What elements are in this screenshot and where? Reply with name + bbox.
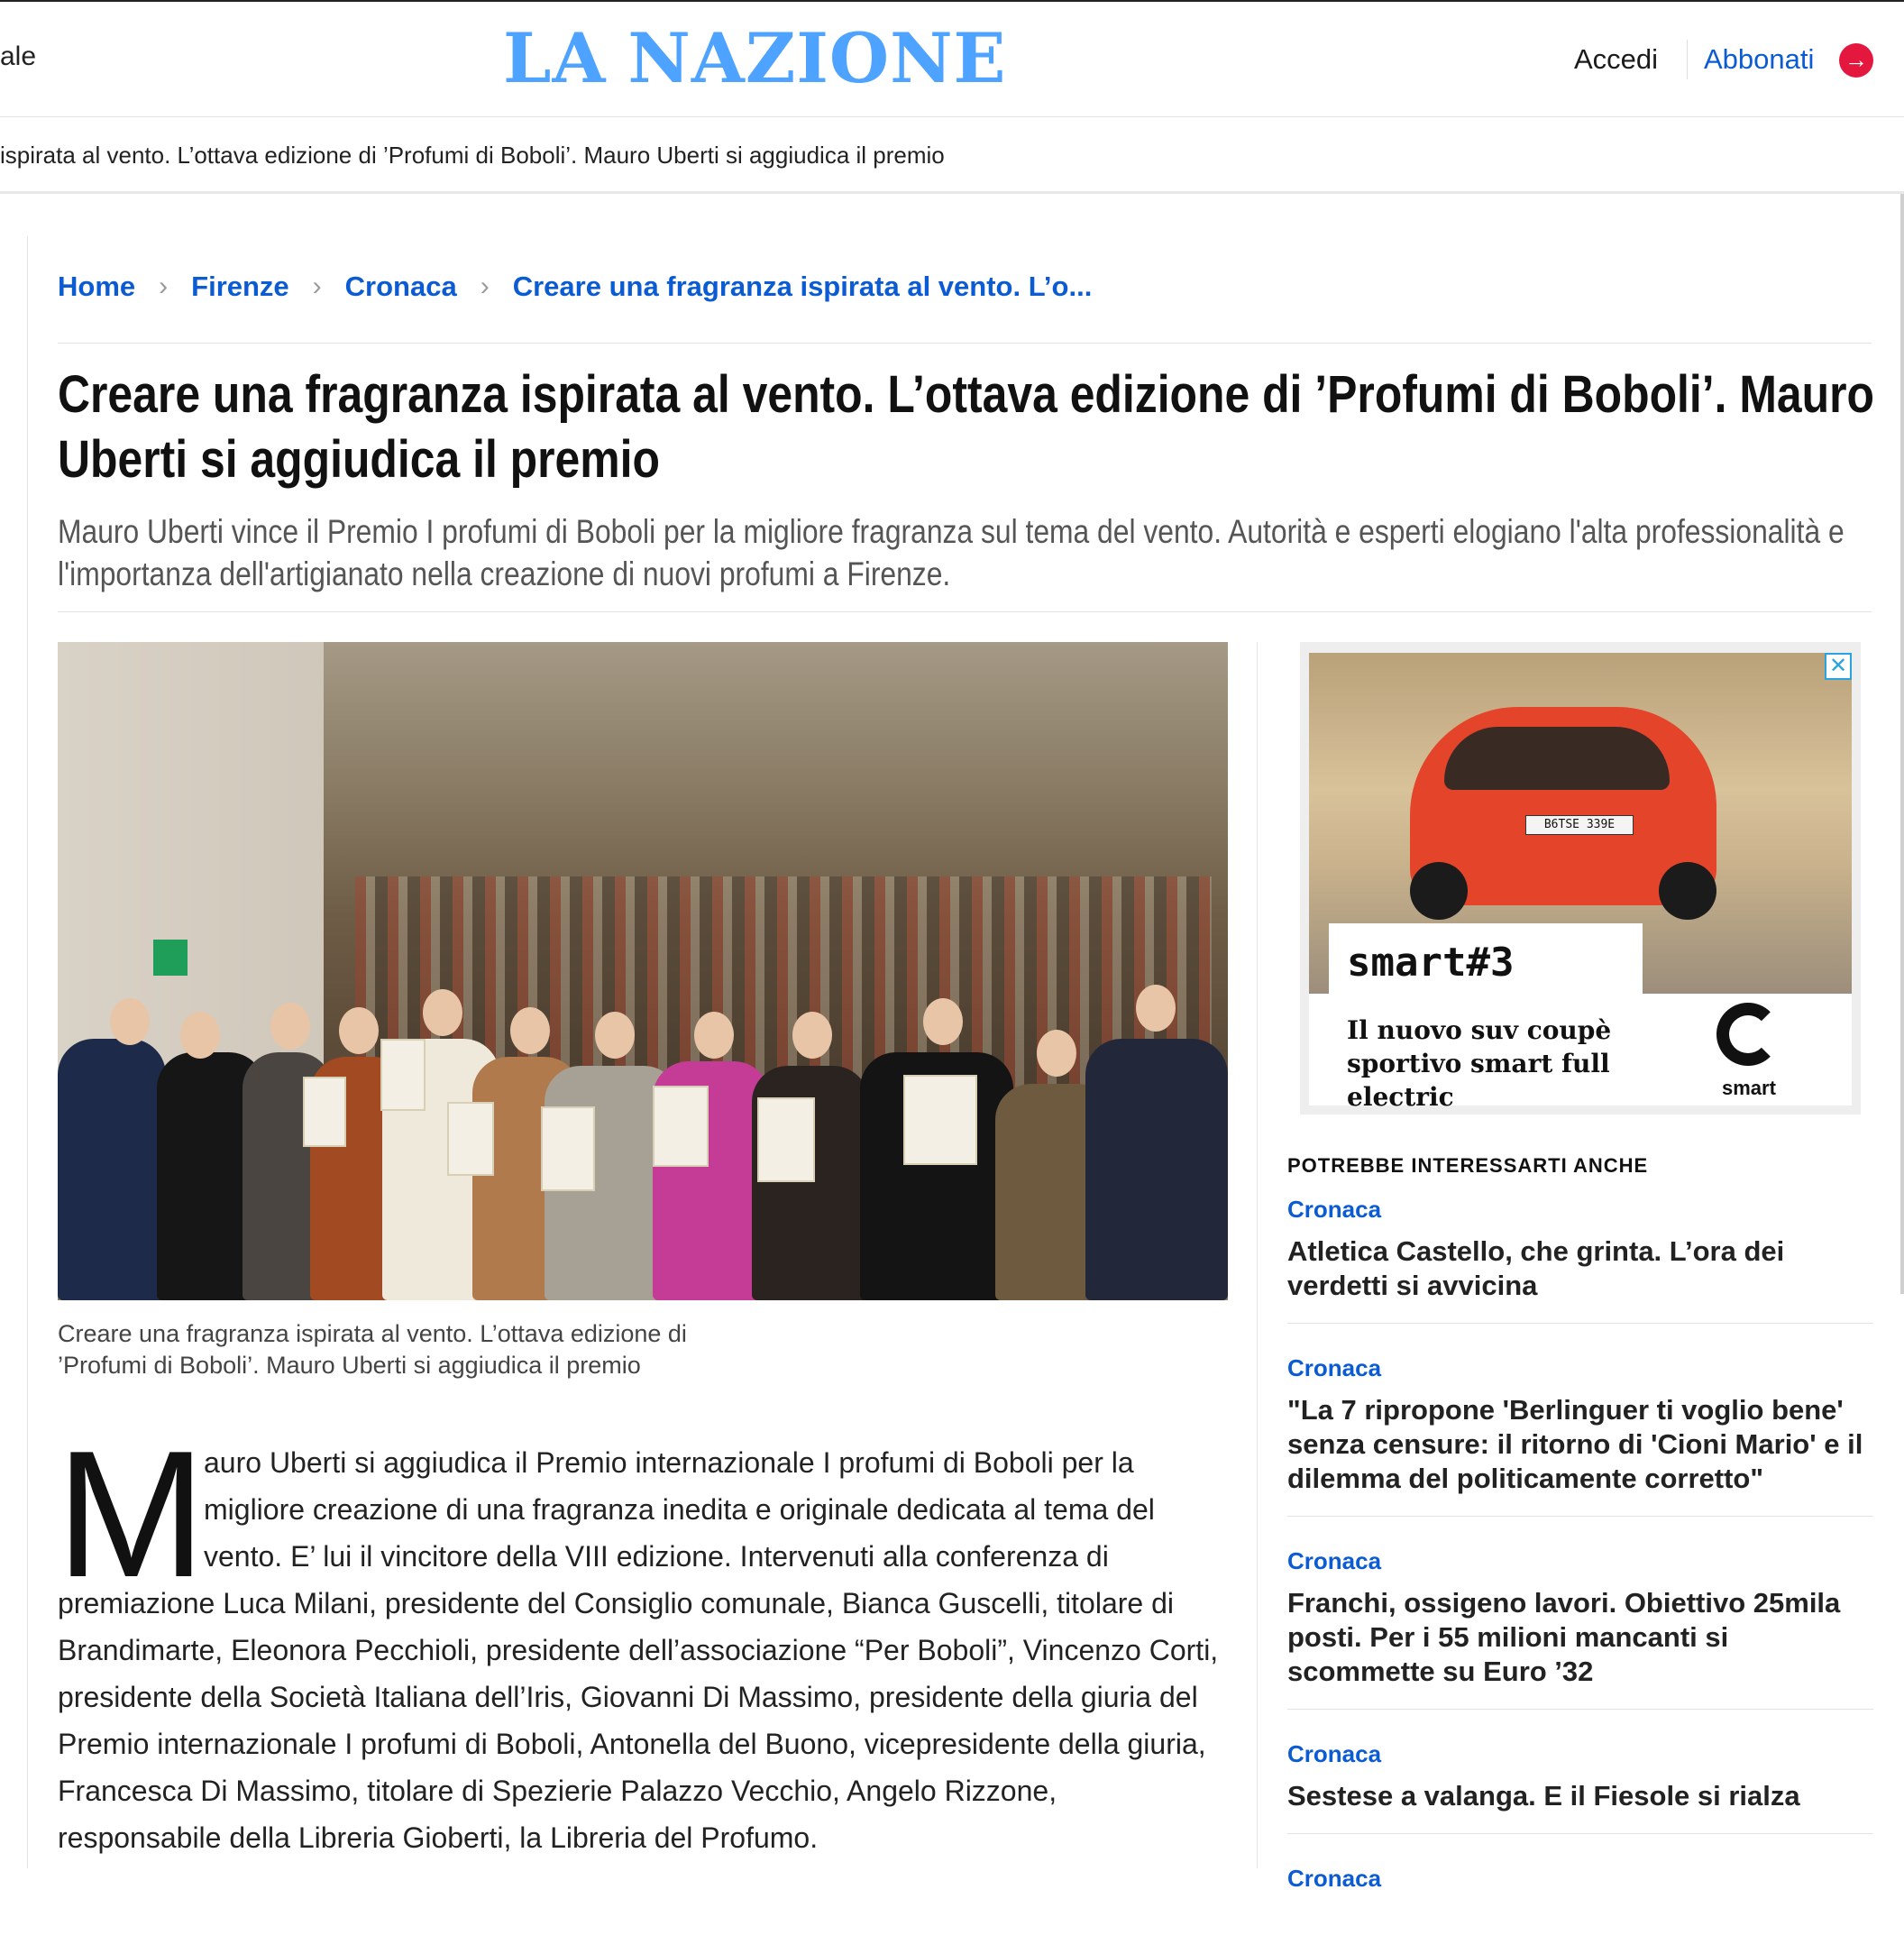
photo-certificate [541, 1106, 595, 1191]
article-hero-image[interactable] [58, 642, 1228, 1300]
photo-certificate [757, 1097, 815, 1182]
breadcrumb-home[interactable]: Home [58, 271, 136, 302]
image-caption: Creare una fragranza ispirata al vento. L’ottava edizione di ’Profumi di Boboli’. Mauro Uberti si aggiudica il premio [58, 1320, 687, 1379]
breadcrumb-current[interactable]: Creare una fragranza ispirata al vento. L’o... [512, 271, 1093, 302]
article-body-intro: auro Uberti si aggiudica il Premio internazionale I profumi di Boboli per la migliore creazione di una fragranza inedita e originale dedicata al tema del vento. E’ lui il vincitore della VIII edizione. Intervenuti alla conferenza di [204, 1446, 1155, 1573]
photo-head [339, 1007, 379, 1054]
ticker-text: ispirata al vento. L’ottava edizione di ’Profumi di Boboli’. Mauro Uberti si aggiudica il premio [0, 142, 945, 169]
related-category[interactable]: Cronaca [1287, 1740, 1382, 1767]
related-item[interactable] [1287, 1354, 1873, 1517]
chevron-right-icon: › [480, 271, 490, 301]
photo-head [1136, 985, 1176, 1032]
breadcrumb-divider [58, 343, 1872, 344]
drop-cap: M [56, 1414, 206, 1615]
site-header [0, 0, 1904, 117]
column-divider [1257, 642, 1258, 1868]
photo-certificate [380, 1039, 426, 1111]
ad-car-wheel [1410, 862, 1468, 920]
related-title[interactable]: Franchi, ossigeno lavori. Obiettivo 25mila posti. Per i 55 milioni mancanti si scommette su Euro ’32 [1287, 1587, 1841, 1687]
photo-head [1037, 1030, 1076, 1077]
photo-head [270, 1003, 310, 1050]
logo-word-nazione: NAZIONE [627, 18, 1007, 98]
photo-head [792, 1012, 832, 1059]
photo-head [110, 998, 150, 1045]
related-item[interactable] [1287, 1196, 1873, 1324]
left-divider [27, 236, 28, 1868]
photo-certificate [903, 1075, 977, 1165]
breadcrumb-firenze[interactable]: Firenze [191, 271, 289, 302]
subscribe-link[interactable]: Abbonati [1704, 43, 1815, 75]
ad-car-wheel [1659, 862, 1716, 920]
ad-brand-name: smart#3 [1347, 940, 1515, 986]
site-logo[interactable] [503, 18, 1006, 98]
exit-sign-icon [153, 940, 188, 976]
related-item[interactable] [1287, 1865, 1873, 1923]
photo-certificate [303, 1077, 346, 1147]
photo-person [58, 1039, 166, 1300]
article-body-text: premiazione Luca Milani, presidente del Consiglio comunale, Bianca Guscelli, titolare di Brandimarte, Eleonora Pecchioli, presidente dell’associazione “Per Boboli”, Vincenzo Corti, presidente della Società Italiana dell’Iris, Giovanni Di Massimo, presidente della giuria del Premio internazionale I profumi di Boboli, Antonella del Buono, vicepresidente della giuria, Francesca Di Massimo, titolare di Spezierie Palazzo Vecchio, Angelo Rizzone, responsabile della Libreria Gioberti, la Libreria del Profumo. [58, 1587, 1219, 1854]
related-item[interactable] [1287, 1547, 1873, 1710]
chevron-right-icon: › [159, 271, 169, 301]
ad-creative[interactable] [1309, 653, 1852, 1112]
photo-head [423, 989, 462, 1036]
subtitle-divider [58, 611, 1872, 612]
related-title[interactable]: "La 7 ripropone 'Berlinguer ti voglio bene' senza censure: il ritorno di 'Cioni Mario' e il dilemma del politicamente corretto" [1287, 1394, 1863, 1494]
photo-head [180, 1012, 220, 1059]
article-title: Creare una fragranza ispirata al vento. L’ottava edizione di ’Profumi di Boboli’. Mauro Uberti si aggiudica il premio [58, 365, 1874, 489]
ad-logo-text: smart [1722, 1077, 1776, 1099]
related-heading: POTREBBE INTERESSARTI ANCHE [1287, 1154, 1649, 1177]
ad-car-plate: B6TSE 339E [1525, 815, 1634, 835]
header-divider [1687, 40, 1688, 79]
ad-car-window [1444, 727, 1670, 790]
title-ticker [0, 118, 1904, 194]
related-category[interactable]: Cronaca [1287, 1196, 1382, 1223]
scrollbar[interactable] [1900, 194, 1904, 1294]
related-item[interactable] [1287, 1740, 1873, 1834]
photo-head [694, 1012, 734, 1059]
article-subtitle: Mauro Uberti vince il Premio I profumi di Boboli per la migliore fragranza sul tema del vento. Autorità e esperti elogiano l'alta professionalità e l'importanza dell'artigianato nella creazione di nuovi profumi a Firenze. [58, 513, 1844, 592]
advertisement[interactable] [1300, 642, 1861, 1115]
related-title[interactable]: Sestese a valanga. E il Fiesole si rialza [1287, 1780, 1800, 1812]
related-category[interactable]: Cronaca [1287, 1547, 1382, 1574]
arrow-right-icon[interactable]: → [1839, 43, 1873, 78]
photo-head [595, 1012, 635, 1059]
smart-logo-icon [1716, 1003, 1780, 1066]
logo-word-la: LA [503, 18, 607, 98]
menu-section-label[interactable]: ale [0, 41, 37, 71]
breadcrumb-cronaca[interactable]: Cronaca [344, 271, 457, 302]
related-category[interactable]: Cronaca [1287, 1865, 1382, 1892]
photo-head [923, 998, 963, 1045]
breadcrumb [58, 271, 1092, 303]
related-category[interactable]: Cronaca [1287, 1354, 1382, 1381]
photo-certificate [447, 1102, 494, 1176]
related-list [1287, 1196, 1873, 1954]
ad-tagline: Il nuovo suv coupè sportivo smart full electric [1347, 1015, 1612, 1112]
photo-certificate [653, 1086, 709, 1167]
related-title[interactable]: Atletica Castello, che grinta. L’ora dei verdetti si avvicina [1287, 1235, 1785, 1301]
photo-head [510, 1007, 550, 1054]
close-icon[interactable]: ✕ [1825, 653, 1852, 680]
chevron-right-icon: › [312, 271, 322, 301]
login-link[interactable]: Accedi [1574, 43, 1659, 75]
photo-person [1085, 1039, 1228, 1300]
